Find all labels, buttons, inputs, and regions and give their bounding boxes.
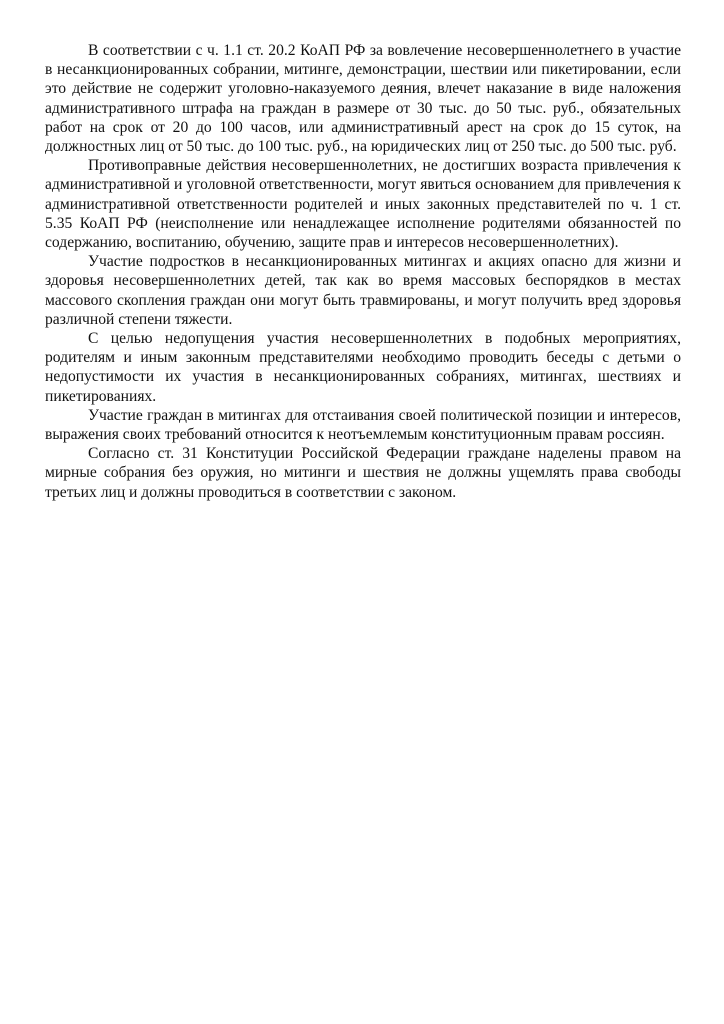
paragraph-5: Участие граждан в митингах для отстаивания своей политической позиции и интересов, выражения своих требований относится к неотъемлемым конституционным правам россиян. (45, 406, 681, 444)
document-body (45, 41, 681, 502)
paragraph-6: Согласно ст. 31 Конституции Российской Федерации граждане наделены правом на мирные собрания без оружия, но митинги и шествия не должны ущемлять права свободы третьих лиц и должны проводиться в соответствии с законом. (45, 445, 681, 501)
paragraph-4: С целью недопущения участия несовершеннолетних в подобных мероприятиях, родителям и иным законным представителями необходимо проводить беседы с детьми о недопустимости их участия в несанкционированных собраниях, митингах, шествиях и пикетированиях. (45, 330, 681, 405)
paragraph-1: В соответствии с ч. 1.1 ст. 20.2 КоАП РФ за вовлечение несовершеннолетнего в участие в несанкционированных собрании, митинге, демонстрации, шествии или пикетировании, если это действие не содержит уголовно-наказуемого деяния, влечет наказание в виде наложения административного штрафа на граждан в размере от 30 тыс. до 50 тыс. руб., обязательных работ на срок от 20 до 100 часов, или административный арест на срок до 15 суток, на должностных лиц от 50 тыс. до 100 тыс. руб., на юридических лиц от 250 тыс. до 500 тыс. руб. (45, 42, 681, 156)
paragraph-2: Противоправные действия несовершеннолетних, не достигших возраста привлечения к административной и уголовной ответственности, могут явиться основанием для привлечения к административной ответственности родителей и иных законных представителей по ч. 1 ст. 5.35 КоАП РФ (неисполнение или ненадлежащее исполнение родителями обязанностей по содержанию, воспитанию, обучению, защите прав и интересов несовершеннолетних). (45, 157, 681, 252)
paragraph-3: Участие подростков в несанкционированных митингах и акциях опасно для жизни и здоровья несовершеннолетних детей, так как во время массовых беспорядков в местах массового скопления граждан они могут быть травмированы, и могут получить вред здоровья различной степени тяжести. (45, 253, 681, 328)
